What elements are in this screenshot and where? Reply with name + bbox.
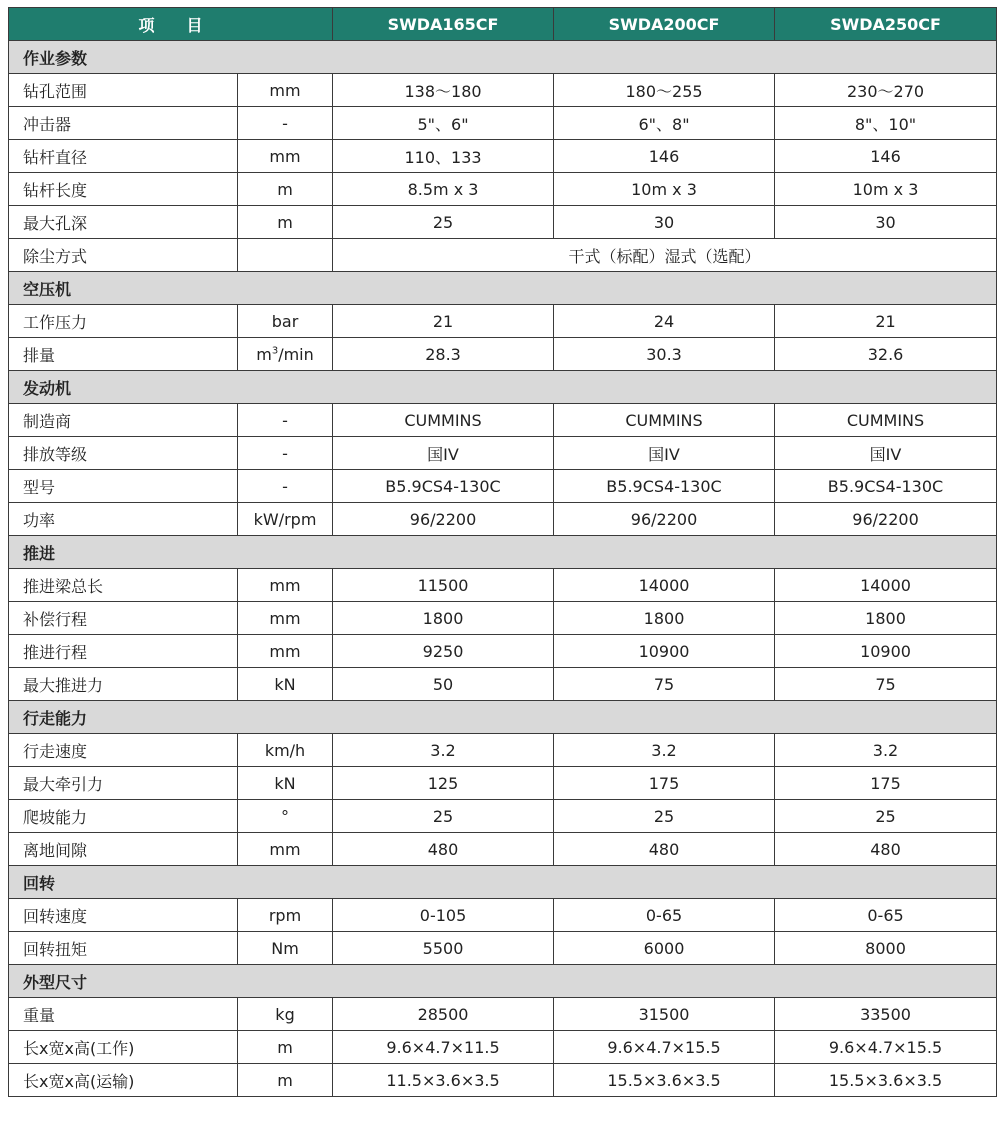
param-name: 补偿行程 bbox=[9, 602, 238, 635]
param-name: 推进梁总长 bbox=[9, 569, 238, 602]
table-row bbox=[9, 569, 997, 602]
param-name: 长x宽x高(运输) bbox=[9, 1064, 238, 1097]
value-cell: 14000 bbox=[554, 569, 775, 602]
header-model: SWDA165CF bbox=[333, 8, 554, 41]
table-row bbox=[9, 107, 997, 140]
value-cell: 480 bbox=[775, 833, 997, 866]
value-cell: 25 bbox=[554, 800, 775, 833]
param-unit: m bbox=[238, 1064, 333, 1097]
param-name: 工作压力 bbox=[9, 305, 238, 338]
param-name: 排量 bbox=[9, 338, 238, 371]
param-unit bbox=[238, 338, 333, 371]
value-cell: 9.6×4.7×11.5 bbox=[333, 1031, 554, 1064]
param-unit: mm bbox=[238, 74, 333, 107]
table-row bbox=[9, 767, 997, 800]
param-unit: mm bbox=[238, 140, 333, 173]
param-unit: kW/rpm bbox=[238, 503, 333, 536]
param-unit: - bbox=[238, 404, 333, 437]
header-model: SWDA250CF bbox=[775, 8, 997, 41]
value-cell: 0-65 bbox=[554, 899, 775, 932]
value-cell: 14000 bbox=[775, 569, 997, 602]
table-row bbox=[9, 239, 997, 272]
section-row bbox=[9, 272, 997, 305]
param-name: 最大推进力 bbox=[9, 668, 238, 701]
param-name: 排放等级 bbox=[9, 437, 238, 470]
param-unit: m bbox=[238, 206, 333, 239]
value-cell: 9.6×4.7×15.5 bbox=[775, 1031, 997, 1064]
value-cell: 15.5×3.6×3.5 bbox=[775, 1064, 997, 1097]
value-cell: 480 bbox=[333, 833, 554, 866]
table-row bbox=[9, 206, 997, 239]
value-cell: 0-65 bbox=[775, 899, 997, 932]
value-cell: 28.3 bbox=[333, 338, 554, 371]
value-cell: 9250 bbox=[333, 635, 554, 668]
param-unit: mm bbox=[238, 569, 333, 602]
table-row bbox=[9, 668, 997, 701]
value-cell: 96/2200 bbox=[554, 503, 775, 536]
value-cell: 10900 bbox=[775, 635, 997, 668]
value-cell: 3.2 bbox=[775, 734, 997, 767]
unit-base: m bbox=[256, 344, 272, 364]
value-cell: CUMMINS bbox=[554, 404, 775, 437]
spec-table bbox=[8, 7, 997, 1097]
header-item: 项 目 bbox=[9, 8, 333, 41]
value-cell: 32.6 bbox=[775, 338, 997, 371]
table-row bbox=[9, 1031, 997, 1064]
section-row bbox=[9, 866, 997, 899]
value-cell: 146 bbox=[554, 140, 775, 173]
value-cell: 175 bbox=[775, 767, 997, 800]
value-cell: 10m x 3 bbox=[554, 173, 775, 206]
value-cell: 10900 bbox=[554, 635, 775, 668]
section-title: 推进 bbox=[9, 536, 997, 569]
section-title: 发动机 bbox=[9, 371, 997, 404]
value-cell: 8"、10" bbox=[775, 107, 997, 140]
param-name: 回转速度 bbox=[9, 899, 238, 932]
section-title: 空压机 bbox=[9, 272, 997, 305]
table-row bbox=[9, 338, 997, 371]
param-name: 回转扭矩 bbox=[9, 932, 238, 965]
value-cell: CUMMINS bbox=[775, 404, 997, 437]
param-name: 除尘方式 bbox=[9, 239, 238, 272]
param-name: 钻杆直径 bbox=[9, 140, 238, 173]
param-unit: mm bbox=[238, 602, 333, 635]
table-row bbox=[9, 437, 997, 470]
value-cell: 25 bbox=[775, 800, 997, 833]
value-cell: 146 bbox=[775, 140, 997, 173]
section-row bbox=[9, 536, 997, 569]
table-row bbox=[9, 404, 997, 437]
value-cell: 3.2 bbox=[333, 734, 554, 767]
param-unit: m bbox=[238, 1031, 333, 1064]
param-unit: m bbox=[238, 173, 333, 206]
value-cell: 30 bbox=[775, 206, 997, 239]
table-row bbox=[9, 305, 997, 338]
param-name: 行走速度 bbox=[9, 734, 238, 767]
value-cell: 1800 bbox=[333, 602, 554, 635]
value-cell: 国IV bbox=[775, 437, 997, 470]
value-cell: 11500 bbox=[333, 569, 554, 602]
param-unit: - bbox=[238, 437, 333, 470]
param-unit: kN bbox=[238, 767, 333, 800]
value-cell: 138～180 bbox=[333, 74, 554, 107]
value-cell: 175 bbox=[554, 767, 775, 800]
param-unit: bar bbox=[238, 305, 333, 338]
value-cell: 10m x 3 bbox=[775, 173, 997, 206]
value-cell: 3.2 bbox=[554, 734, 775, 767]
value-cell: 8000 bbox=[775, 932, 997, 965]
param-unit: mm bbox=[238, 833, 333, 866]
param-name: 功率 bbox=[9, 503, 238, 536]
unit-superscript: 3 bbox=[271, 345, 279, 357]
value-cell: 480 bbox=[554, 833, 775, 866]
param-name: 钻杆长度 bbox=[9, 173, 238, 206]
unit-tail: /min bbox=[278, 344, 314, 364]
param-name: 长x宽x高(工作) bbox=[9, 1031, 238, 1064]
table-row bbox=[9, 503, 997, 536]
value-cell: CUMMINS bbox=[333, 404, 554, 437]
value-cell: 75 bbox=[775, 668, 997, 701]
param-unit: kN bbox=[238, 668, 333, 701]
param-name: 爬坡能力 bbox=[9, 800, 238, 833]
value-cell: B5.9CS4-130C bbox=[775, 470, 997, 503]
section-row bbox=[9, 371, 997, 404]
param-name: 离地间隙 bbox=[9, 833, 238, 866]
value-cell: 75 bbox=[554, 668, 775, 701]
value-cell: 0-105 bbox=[333, 899, 554, 932]
value-cell: 国IV bbox=[333, 437, 554, 470]
value-cell: 国IV bbox=[554, 437, 775, 470]
value-cell: 11.5×3.6×3.5 bbox=[333, 1064, 554, 1097]
param-unit: - bbox=[238, 470, 333, 503]
merged-value-cell: 干式（标配）湿式（选配） bbox=[333, 239, 997, 272]
value-cell: 30.3 bbox=[554, 338, 775, 371]
param-unit: rpm bbox=[238, 899, 333, 932]
table-row bbox=[9, 74, 997, 107]
value-cell: 21 bbox=[333, 305, 554, 338]
table-row bbox=[9, 1064, 997, 1097]
spec-body bbox=[9, 41, 997, 1097]
table-row bbox=[9, 833, 997, 866]
value-cell: 96/2200 bbox=[775, 503, 997, 536]
section-row bbox=[9, 701, 997, 734]
value-cell: 15.5×3.6×3.5 bbox=[554, 1064, 775, 1097]
param-unit: kg bbox=[238, 998, 333, 1031]
param-unit: km/h bbox=[238, 734, 333, 767]
table-row bbox=[9, 998, 997, 1031]
section-row bbox=[9, 965, 997, 998]
table-row bbox=[9, 140, 997, 173]
value-cell: 110、133 bbox=[333, 140, 554, 173]
param-unit: mm bbox=[238, 635, 333, 668]
section-title: 作业参数 bbox=[9, 41, 997, 74]
value-cell: 96/2200 bbox=[333, 503, 554, 536]
param-unit bbox=[238, 239, 333, 272]
value-cell: B5.9CS4-130C bbox=[554, 470, 775, 503]
value-cell: B5.9CS4-130C bbox=[333, 470, 554, 503]
value-cell: 180～255 bbox=[554, 74, 775, 107]
value-cell: 9.6×4.7×15.5 bbox=[554, 1031, 775, 1064]
param-name: 钻孔范围 bbox=[9, 74, 238, 107]
param-unit: ° bbox=[238, 800, 333, 833]
value-cell: 1800 bbox=[554, 602, 775, 635]
param-name: 冲击器 bbox=[9, 107, 238, 140]
value-cell: 24 bbox=[554, 305, 775, 338]
value-cell: 5"、6" bbox=[333, 107, 554, 140]
value-cell: 33500 bbox=[775, 998, 997, 1031]
param-name: 制造商 bbox=[9, 404, 238, 437]
param-name: 推进行程 bbox=[9, 635, 238, 668]
header-row bbox=[9, 8, 997, 41]
value-cell: 230～270 bbox=[775, 74, 997, 107]
value-cell: 21 bbox=[775, 305, 997, 338]
header-model: SWDA200CF bbox=[554, 8, 775, 41]
param-name: 最大牵引力 bbox=[9, 767, 238, 800]
table-row bbox=[9, 470, 997, 503]
value-cell: 31500 bbox=[554, 998, 775, 1031]
param-name: 最大孔深 bbox=[9, 206, 238, 239]
section-title: 行走能力 bbox=[9, 701, 997, 734]
value-cell: 30 bbox=[554, 206, 775, 239]
value-cell: 125 bbox=[333, 767, 554, 800]
param-name: 型号 bbox=[9, 470, 238, 503]
section-title: 回转 bbox=[9, 866, 997, 899]
table-row bbox=[9, 173, 997, 206]
table-row bbox=[9, 932, 997, 965]
value-cell: 6000 bbox=[554, 932, 775, 965]
value-cell: 1800 bbox=[775, 602, 997, 635]
value-cell: 6"、8" bbox=[554, 107, 775, 140]
section-row bbox=[9, 41, 997, 74]
param-name: 重量 bbox=[9, 998, 238, 1031]
table-row bbox=[9, 899, 997, 932]
param-unit: Nm bbox=[238, 932, 333, 965]
table-row bbox=[9, 800, 997, 833]
param-unit: - bbox=[238, 107, 333, 140]
value-cell: 5500 bbox=[333, 932, 554, 965]
value-cell: 25 bbox=[333, 800, 554, 833]
table-row bbox=[9, 635, 997, 668]
table-row bbox=[9, 734, 997, 767]
value-cell: 28500 bbox=[333, 998, 554, 1031]
value-cell: 25 bbox=[333, 206, 554, 239]
value-cell: 8.5m x 3 bbox=[333, 173, 554, 206]
section-title: 外型尺寸 bbox=[9, 965, 997, 998]
value-cell: 50 bbox=[333, 668, 554, 701]
table-row bbox=[9, 602, 997, 635]
